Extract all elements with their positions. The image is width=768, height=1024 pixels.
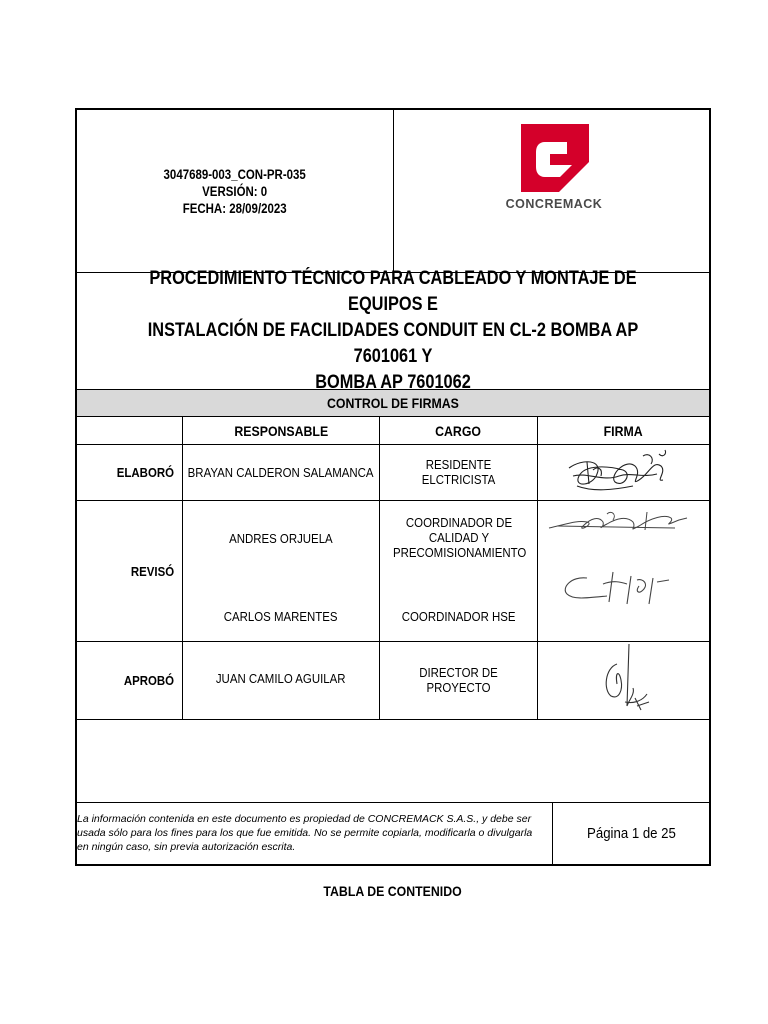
responsible-name: ANDRES ORJUELA: [229, 530, 333, 546]
logo-block: [394, 110, 709, 272]
document-id-block: [77, 110, 393, 272]
document-date: FECHA: 28/09/2023: [183, 200, 287, 216]
document-version: VERSIÓN: 0: [202, 183, 268, 199]
column-header-label: FIRMA: [603, 422, 643, 439]
divider: [77, 719, 709, 720]
responsible-cell: [183, 642, 379, 714]
row-label-text: REVISÓ: [130, 563, 174, 579]
disclaimer-line: La información contenida en este documento es propiedad de CONCREMACK S.A.S., y debe ser: [77, 813, 532, 825]
document-cover-table: [75, 108, 711, 866]
document-code: 3047689-003_CON-PR-035: [163, 166, 307, 182]
toc-heading: [75, 880, 711, 902]
responsible-cell: [183, 606, 379, 626]
role-cell: [380, 606, 537, 626]
signature-reviso-2-icon: [557, 568, 677, 618]
role-text: COORDINADOR HSE: [401, 608, 516, 624]
signature-reviso-1-icon: [547, 500, 691, 540]
disclaimer: [77, 812, 547, 862]
title-line: INSTALACIÓN DE FACILIDADES CONDUIT EN CL-2 BOMBA AP 7601061 Y: [147, 320, 639, 367]
role-text: COORDINADOR DE CALIDAD Y PRECOMISIONAMIENTO: [392, 515, 526, 560]
row-label-text: APROBÓ: [123, 673, 174, 688]
column-header-label: RESPONSABLE: [234, 422, 328, 439]
signature-elaboro-icon: [563, 446, 683, 500]
row-label-text: ELABORÓ: [116, 465, 174, 480]
disclaimer-line: usada sólo para los fines para los que fue emitida. No se permite copiarla, modificarla o divulgarla: [77, 827, 533, 839]
column-header-responsible: [183, 417, 379, 444]
column-header-label: CARGO: [435, 422, 482, 439]
row-label-elaboro: [77, 445, 182, 500]
row-label-aprobo: [77, 642, 182, 719]
page-number: [553, 803, 709, 864]
column-header-signature: [538, 417, 709, 444]
responsible-cell: [183, 528, 379, 548]
responsible-name: CARLOS MARENTES: [224, 608, 338, 624]
page-number-text: Página 1 de 25: [586, 825, 676, 842]
role-cell: [380, 515, 537, 565]
role-cell: [380, 642, 537, 718]
title-line: BOMBA AP 7601062: [315, 372, 471, 393]
concremack-logo-icon: [519, 122, 591, 194]
title-line: PROCEDIMIENTO TÉCNICO PARA CABLEADO Y MONTAJE DE EQUIPOS E: [149, 268, 637, 315]
section-title: CONTROL DE FIRMAS: [327, 395, 459, 411]
toc-heading-text: TABLA DE CONTENIDO: [323, 883, 463, 899]
role-text: DIRECTOR DE PROYECTO: [419, 665, 498, 695]
disclaimer-line: en ningún caso, sin previa autorización escrita.: [77, 841, 296, 853]
document-title: [77, 268, 709, 393]
responsible-name: JUAN CAMILO AGUILAR: [216, 670, 346, 686]
responsible-cell: [183, 445, 379, 500]
role-text: RESIDENTE ELCTRICISTA: [421, 457, 496, 487]
row-label-reviso: [77, 501, 182, 641]
column-header-role: [380, 417, 537, 444]
role-cell: [380, 457, 537, 487]
divider: [537, 416, 538, 719]
responsible-name: BRAYAN CALDERON SALAMANCA: [188, 465, 374, 480]
logo-wordmark: CONCREMACK: [505, 197, 603, 211]
signature-aprobo-icon: [595, 640, 655, 716]
